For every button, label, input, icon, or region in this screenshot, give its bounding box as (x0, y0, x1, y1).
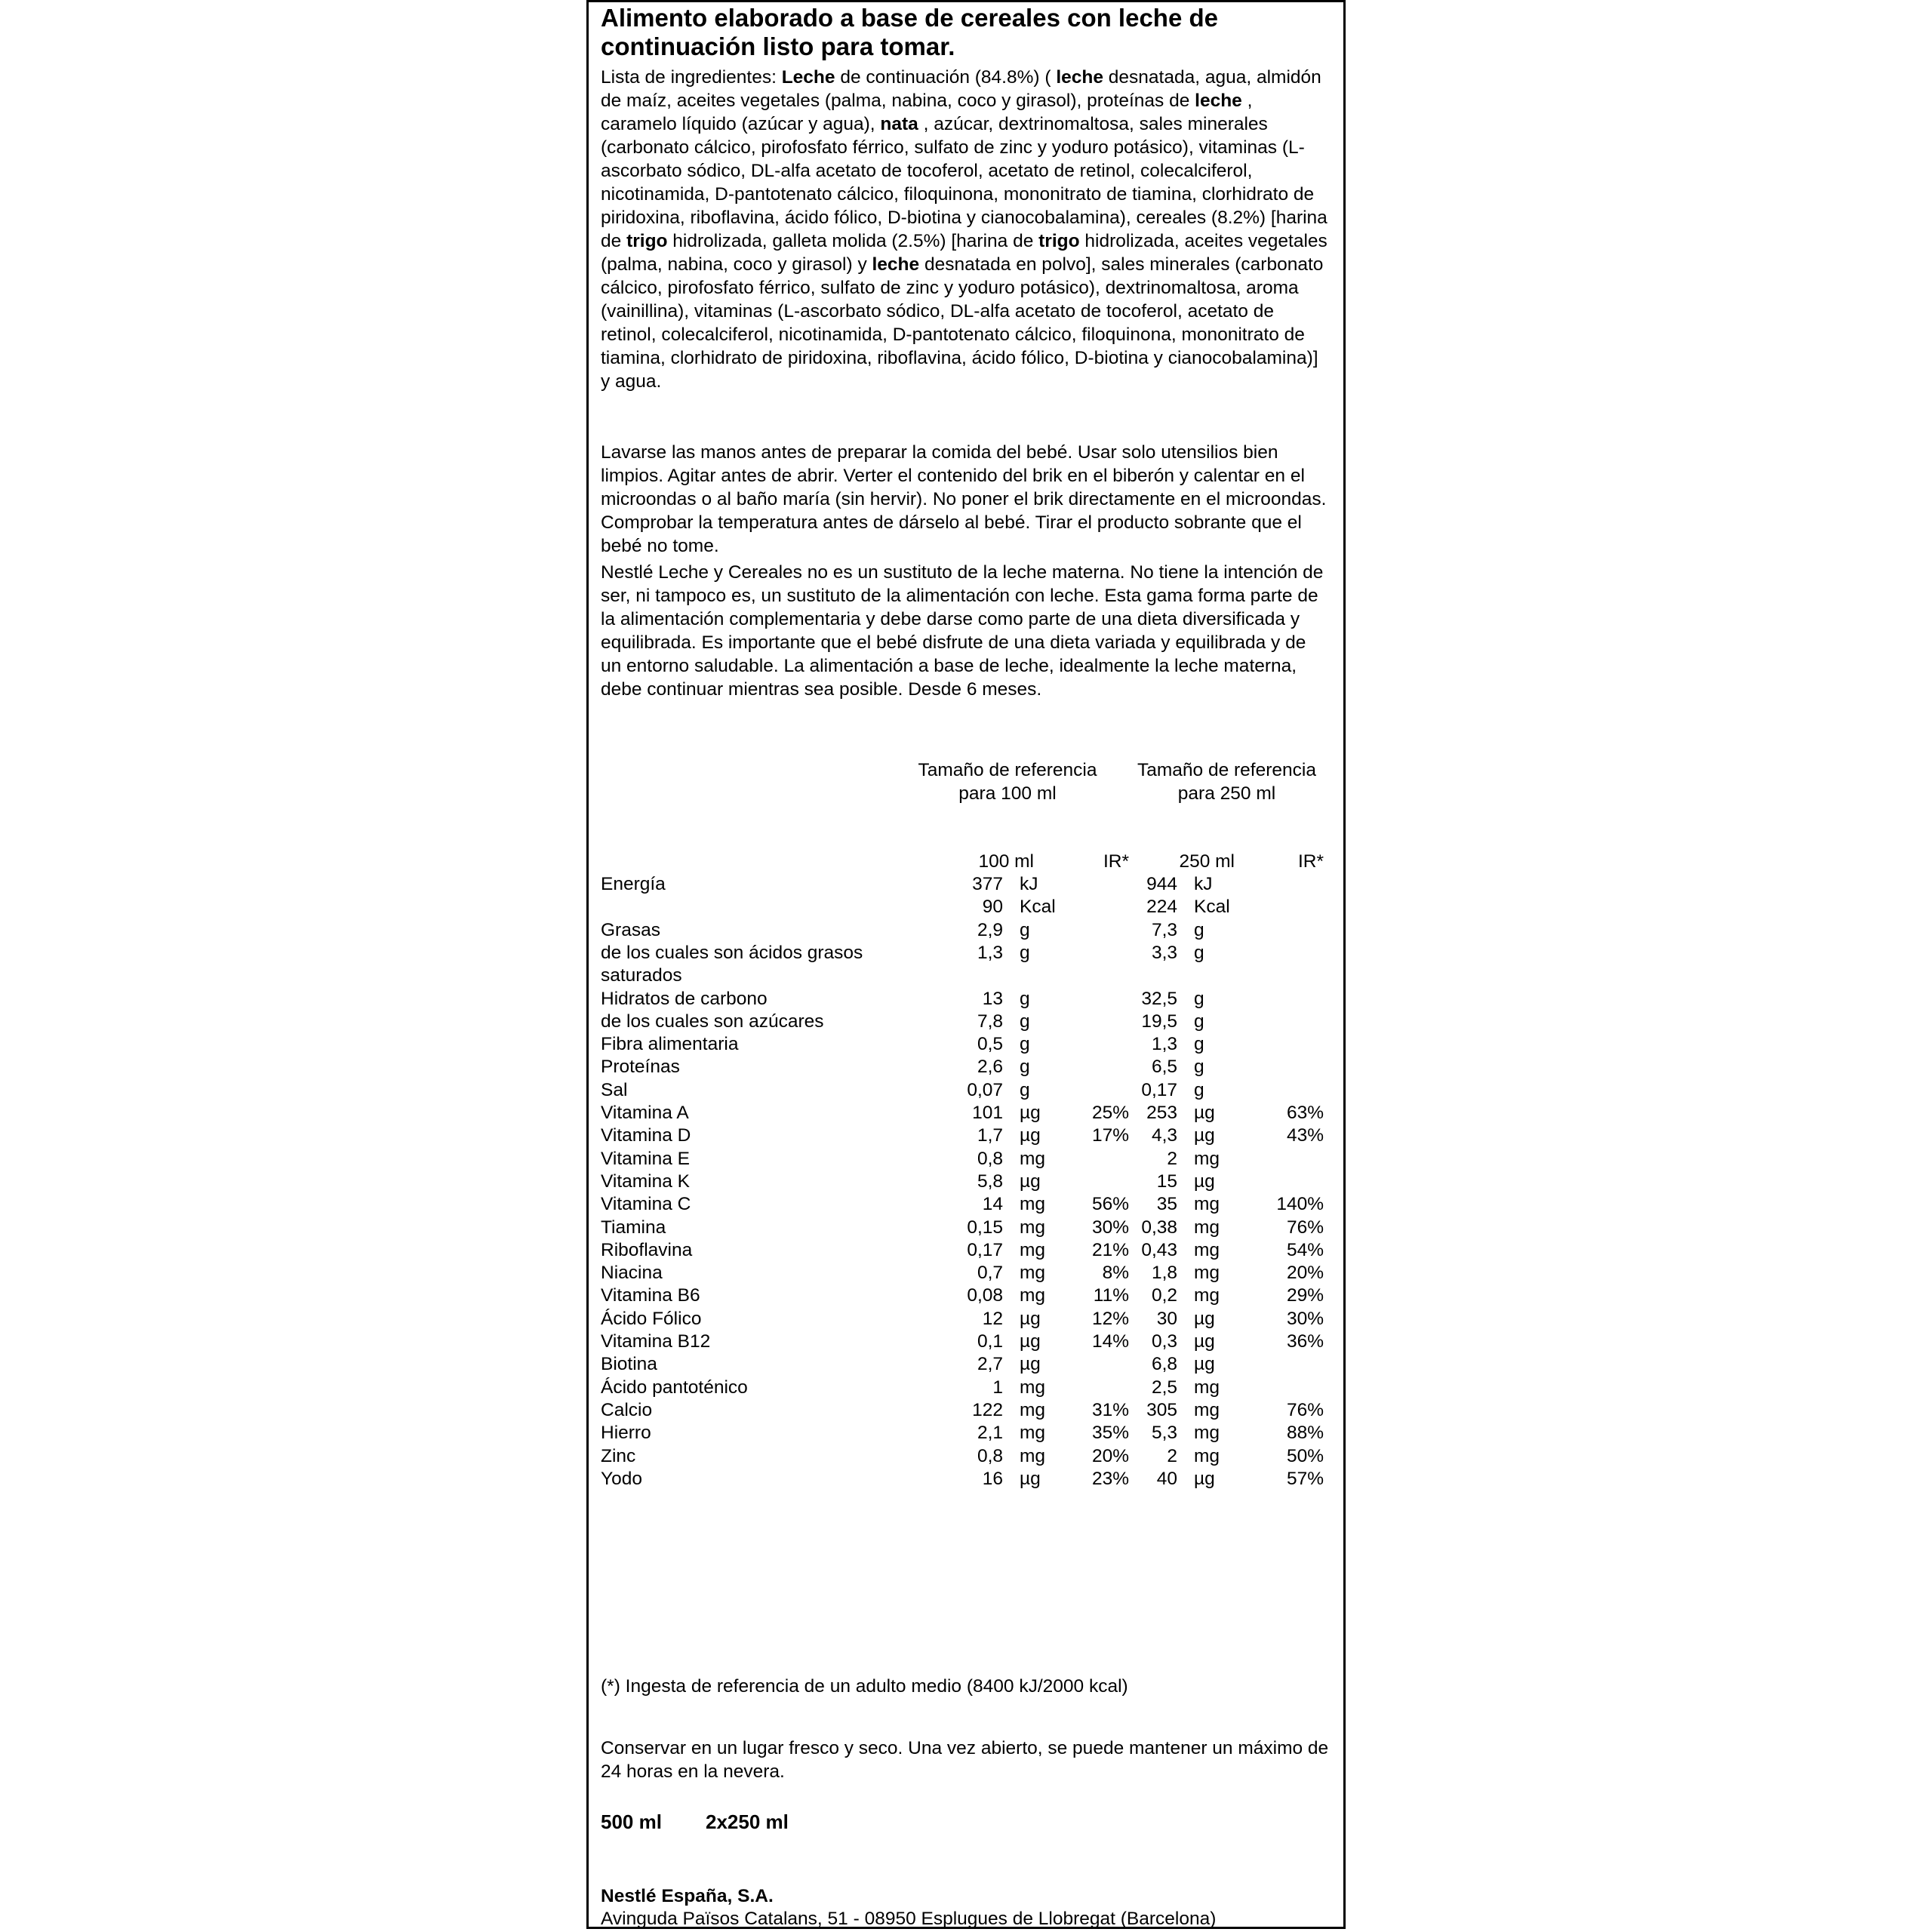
nutrient-value-250: 15 (1156, 1171, 1177, 1192)
nutrient-unit-100: g (1020, 1057, 1030, 1078)
nutrient-value-100: 2,1 (977, 1423, 1003, 1444)
nutrient-unit-250: µg (1194, 1125, 1215, 1146)
nutrient-value-250: 7,3 (1151, 919, 1177, 940)
nutrient-ir-100: 56% (1091, 1194, 1129, 1215)
pack-format: 2x250 ml (706, 1810, 789, 1833)
nutrient-unit-100: mg (1020, 1148, 1046, 1169)
nutrient-unit-100: mg (1020, 1377, 1046, 1398)
nutrient-value-100: 5,8 (977, 1171, 1003, 1192)
nutrient-label: Calcio (601, 1399, 653, 1420)
storage-instructions: Conservar en un lugar fresco y seco. Una vez abierto, se puede mantener un máximo de 24 horas en la nevera. (601, 1738, 1329, 1782)
nutrient-label: Fibra alimentaria (601, 1034, 739, 1055)
energy-kj-250: 944 (1146, 874, 1177, 894)
preparation-instructions: Lavarse las manos antes de preparar la comida del bebé. Usar solo utensilios bien limpios. Agitar antes de abrir. Verter el contenido del brik en el biberón y calentar en el microondas o al baño maría (sin hervir). No poner el brik directamente en el microondas. Comprobar la temperatura antes de dárselo al bebé. Tirar el producto sobrante que el bebé no tome. (601, 442, 1327, 556)
nutrient-unit-100: µg (1020, 1171, 1041, 1192)
nutrient-unit-100: µg (1020, 1125, 1041, 1146)
nutrient-unit-250: g (1194, 1057, 1204, 1078)
nutrient-label: Vitamina D (601, 1125, 691, 1146)
nutrient-ir-100: 21% (1091, 1239, 1129, 1260)
nutrient-value-250: 6,5 (1151, 1057, 1177, 1078)
energy-kcal-unit-100: Kcal (1020, 897, 1056, 918)
nutrient-value-250: 6,8 (1151, 1354, 1177, 1375)
nutrient-ir-250: 140% (1276, 1194, 1324, 1215)
nutrient-label: Hidratos de carbono (601, 988, 768, 1009)
nutrient-value-100: 0,17 (967, 1239, 1003, 1260)
nutrient-label: Vitamina A (601, 1103, 689, 1123)
nutrient-value-100: 16 (982, 1468, 1003, 1489)
nutrient-value-100: 14 (982, 1194, 1003, 1215)
nutrient-ir-250: 76% (1286, 1399, 1324, 1420)
nutrient-unit-250: µg (1194, 1331, 1215, 1352)
nutrient-unit-100: mg (1020, 1399, 1046, 1420)
nutrient-value-250: 5,3 (1151, 1423, 1177, 1444)
nutrient-ir-100: 30% (1091, 1217, 1129, 1238)
company-address: Avinguda Països Catalans, 51 - 08950 Esplugues de Llobregat (Barcelona) (601, 1909, 1217, 1929)
nutrient-ir-250: 30% (1286, 1308, 1324, 1329)
nutrient-unit-100: mg (1020, 1239, 1046, 1260)
nutrient-ir-250: 88% (1286, 1423, 1324, 1444)
nutrient-unit-250: mg (1194, 1263, 1220, 1284)
nutrient-ir-100: 23% (1091, 1468, 1129, 1489)
nutrient-ir-100: 11% (1093, 1285, 1129, 1306)
nutrient-value-250: 0,17 (1141, 1079, 1177, 1100)
nutrient-unit-100: µg (1020, 1354, 1041, 1375)
nutrient-label: Niacina (601, 1263, 663, 1284)
nutrient-label: Yodo (601, 1468, 642, 1489)
nutrient-value-100: 1 (992, 1377, 1003, 1398)
nutrient-ir-100: 20% (1091, 1445, 1129, 1466)
nutrient-unit-100: g (1020, 1034, 1030, 1055)
nutrient-value-100: 0,07 (967, 1079, 1003, 1100)
nutrient-label: Energía (601, 874, 666, 894)
nutrient-ir-100: 17% (1091, 1125, 1129, 1146)
nutrient-value-250: 4,3 (1151, 1125, 1177, 1146)
nutrient-unit-100: mg (1020, 1194, 1046, 1215)
nutrient-unit-100: g (1020, 919, 1030, 940)
nutrient-unit-250: mg (1194, 1148, 1220, 1169)
nutrient-value-100: 101 (972, 1103, 1003, 1123)
nutrient-ir-100: 12% (1091, 1308, 1129, 1329)
nutrient-value-250: 40 (1156, 1468, 1177, 1489)
nutrient-ir-250: 76% (1286, 1217, 1324, 1238)
ingredients-list: Lista de ingredientes: Leche de continuación (84.8%) ( leche desnatada, agua, almidón de maíz, aceites vegetales (palma, nabina, coco y girasol), proteínas de leche , caramelo líquido (azúcar y agua), nata , azúcar, dextrinomaltosa, sales minerales (carbonato cálcico, pirofosfato férrico, sulfato de zinc y yoduro potásico), vitaminas (L-ascorbato sódico, DL-alfa acetato de tocoferol, acetato de retinol, colecalciferol, nicotinamida, D-pantotenato cálcico, filoquinona, mononitrato de tiamina, clorhidrato de piridoxina, riboflavina, ácido fólico, D-biotina y cianocobalamina), cereales (8.2%) [harina de trigo hidrolizada, galleta molida (2.5%) [harina de trigo hidrolizada, aceites vegetales (palma, nabina, coco y girasol) y leche desnatada en polvo], sales minerales (carbonato cálcico, pirofosfato férrico, sulfato de zinc y yoduro potásico), dextrinomaltosa, aroma (vainillina), vitaminas (L-ascorbato sódico, DL-alfa acetato de tocoferol, acetato de retinol, colecalciferol, nicotinamida, D-pantotenato cálcico, filoquinona, mononitrato de tiamina, clorhidrato de piridoxina, riboflavina, ácido fólico, D-biotina y cianocobalamina)] y agua. (601, 67, 1327, 392)
nutrient-value-250: 19,5 (1141, 1011, 1177, 1032)
nutrient-unit-100: g (1020, 942, 1030, 963)
nutrient-unit-250: g (1194, 988, 1204, 1009)
energy-kcal-100: 90 (982, 897, 1003, 918)
nutrient-ir-250: 57% (1286, 1468, 1324, 1489)
nutrient-unit-250: g (1194, 1034, 1204, 1055)
nutrient-unit-100: mg (1020, 1445, 1046, 1466)
nutrient-value-250: 0,43 (1141, 1239, 1177, 1260)
company-name: Nestlé España, S.A. (601, 1886, 774, 1906)
nutrient-unit-250: mg (1194, 1194, 1220, 1215)
nutrient-unit-250: mg (1194, 1217, 1220, 1238)
nutrient-value-250: 2 (1167, 1445, 1177, 1466)
nutrient-unit-250: mg (1194, 1239, 1220, 1260)
nutrient-value-100: 12 (982, 1308, 1003, 1329)
nutrient-value-100: 0,08 (967, 1285, 1003, 1306)
nutrient-value-100: 2,7 (977, 1354, 1003, 1375)
nutrient-value-250: 30 (1156, 1308, 1177, 1329)
nutrient-ir-250: 36% (1286, 1331, 1324, 1352)
nutrient-ir-100: 35% (1091, 1423, 1129, 1444)
nutrient-value-250: 253 (1146, 1103, 1177, 1123)
nutrient-value-100: 122 (972, 1399, 1003, 1420)
nutrient-unit-250: g (1194, 919, 1204, 940)
nutrient-value-250: 0,38 (1141, 1217, 1177, 1238)
nutrient-value-250: 35 (1156, 1194, 1177, 1215)
nutrient-unit-100: mg (1020, 1423, 1046, 1444)
nutrient-unit-250: mg (1194, 1285, 1220, 1306)
nutrient-unit-250: g (1194, 1079, 1204, 1100)
nutrient-unit-100: mg (1020, 1217, 1046, 1238)
nutrient-value-100: 0,8 (977, 1445, 1003, 1466)
nutrient-label: Hierro (601, 1423, 651, 1444)
nutrient-value-100: 7,8 (977, 1011, 1003, 1032)
nutrient-label: de los cuales son azúcares (601, 1011, 824, 1032)
nutrient-unit-100: g (1020, 988, 1030, 1009)
nutrient-label: Sal (601, 1079, 628, 1100)
nutrient-label: Ácido Fólico (601, 1308, 702, 1329)
nutrient-ir-100: 14% (1091, 1331, 1129, 1352)
nutrient-ir-250: 29% (1286, 1285, 1324, 1306)
nutrient-label: Riboflavina (601, 1239, 693, 1260)
nutrient-ir-100: 31% (1091, 1399, 1129, 1420)
nutrient-label: Zinc (601, 1445, 636, 1466)
nutrient-value-100: 0,7 (977, 1263, 1003, 1284)
nutrient-ir-100: 8% (1102, 1263, 1129, 1284)
nutrient-value-250: 1,8 (1151, 1263, 1177, 1284)
reference-footnote: (*) Ingesta de referencia de un adulto medio (8400 kJ/2000 kcal) (601, 1676, 1128, 1697)
nutrient-label: Vitamina B6 (601, 1285, 700, 1306)
column-header-ir-250: IR* (1297, 851, 1324, 872)
nutrient-unit-250: g (1194, 1011, 1204, 1032)
nutrient-value-250: 2,5 (1151, 1377, 1177, 1398)
nutrient-unit-100: µg (1020, 1468, 1041, 1489)
nutrient-value-100: 13 (982, 988, 1003, 1009)
nutrient-label: Tiamina (601, 1217, 666, 1238)
nutrient-value-100: 2,9 (977, 919, 1003, 940)
nutrient-unit-250: mg (1194, 1423, 1220, 1444)
nutrient-ir-100: 25% (1091, 1103, 1129, 1123)
column-header-ir-100: IR* (1103, 851, 1129, 872)
energy-kj-unit-250: kJ (1194, 874, 1213, 894)
column-header-250ml: 250 ml (1179, 851, 1235, 872)
nutrient-unit-250: µg (1194, 1308, 1215, 1329)
nutrient-unit-100: µg (1020, 1308, 1041, 1329)
ref-header-100: Tamaño de referencia para 100 ml (918, 760, 1097, 804)
nutrient-label: Ácido pantoténico (601, 1377, 748, 1398)
energy-kj-unit-100: kJ (1020, 874, 1038, 894)
nutrient-value-250: 305 (1146, 1399, 1177, 1420)
nutrient-unit-100: g (1020, 1079, 1030, 1100)
nutrient-unit-250: µg (1194, 1354, 1215, 1375)
nutrient-unit-250: µg (1194, 1171, 1215, 1192)
energy-kcal-250: 224 (1146, 897, 1177, 918)
ref-header-250: Tamaño de referencia para 250 ml (1137, 760, 1316, 804)
nutrient-unit-250: g (1194, 942, 1204, 963)
nutrient-unit-100: µg (1020, 1331, 1041, 1352)
nutrient-label: de los cuales son ácidos grasos saturados (601, 942, 863, 986)
nutrient-value-250: 2 (1167, 1148, 1177, 1169)
nutrient-label: Grasas (601, 919, 660, 940)
product-label (586, 0, 1346, 1929)
nutrient-unit-250: µg (1194, 1103, 1215, 1123)
nutrient-label: Biotina (601, 1354, 657, 1375)
nutrient-unit-250: mg (1194, 1377, 1220, 1398)
nutrient-label: Vitamina C (601, 1194, 691, 1215)
nutrient-unit-100: g (1020, 1011, 1030, 1032)
nutrient-ir-250: 43% (1286, 1125, 1324, 1146)
nutrient-label: Vitamina K (601, 1171, 691, 1192)
nutrient-value-100: 1,3 (977, 942, 1003, 963)
energy-kcal-unit-250: Kcal (1194, 897, 1230, 918)
nutrient-value-100: 0,1 (977, 1331, 1003, 1352)
nutrient-label: Vitamina E (601, 1148, 691, 1169)
nutrient-ir-250: 54% (1286, 1239, 1324, 1260)
nutrient-value-100: 0,15 (967, 1217, 1003, 1238)
nutrient-unit-100: mg (1020, 1263, 1046, 1284)
nutrient-value-100: 2,6 (977, 1057, 1003, 1078)
nutrient-ir-250: 20% (1286, 1263, 1324, 1284)
nutrient-value-100: 1,7 (977, 1125, 1003, 1146)
net-quantity: 500 ml (601, 1810, 662, 1833)
nutrient-unit-250: mg (1194, 1445, 1220, 1466)
nutrient-value-250: 0,3 (1151, 1331, 1177, 1352)
nutrient-ir-250: 50% (1286, 1445, 1324, 1466)
column-header-100ml: 100 ml (978, 851, 1034, 872)
nutrient-label: Proteínas (601, 1057, 680, 1078)
nutrient-value-100: 0,5 (977, 1034, 1003, 1055)
notice-text: Nestlé Leche y Cereales no es un sustituto de la leche materna. No tiene la intención de ser, ni tampoco es, un sustituto de la alimentación con leche. Esta gama forma parte de la alimentación complementaria y debe darse como parte de una dieta diversificada y equilibrada. Es importante que el bebé disfrute de una dieta variada y equilibrada y de un entorno saludable. La alimentación a base de leche, idealmente la leche materna, debe continuar mientras sea posible. Desde 6 meses. (601, 562, 1324, 700)
nutrient-value-250: 1,3 (1151, 1034, 1177, 1055)
product-title: Alimento elaborado a base de cereales con leche de continuación listo para tomar. (601, 4, 1218, 60)
nutrient-unit-100: mg (1020, 1285, 1046, 1306)
nutrient-unit-100: µg (1020, 1103, 1041, 1123)
nutrient-label: Vitamina B12 (601, 1331, 711, 1352)
nutrient-value-250: 3,3 (1151, 942, 1177, 963)
nutrient-value-100: 0,8 (977, 1148, 1003, 1169)
nutrient-unit-250: µg (1194, 1468, 1215, 1489)
nutrient-ir-250: 63% (1286, 1103, 1324, 1123)
nutrient-value-250: 32,5 (1141, 988, 1177, 1009)
nutrient-unit-250: mg (1194, 1399, 1220, 1420)
energy-kj-100: 377 (972, 874, 1003, 894)
nutrient-value-250: 0,2 (1151, 1285, 1177, 1306)
